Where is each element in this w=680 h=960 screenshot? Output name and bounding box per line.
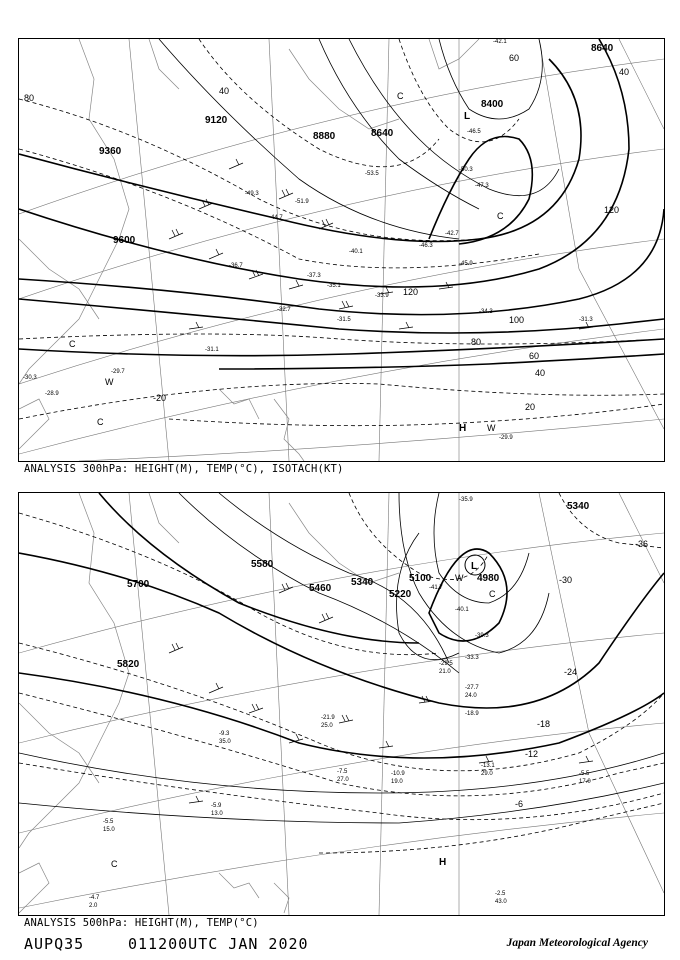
obs-value: -9.3 (219, 731, 230, 737)
obs-value: -2.5 (495, 891, 506, 897)
caption-300hpa: ANALYSIS 300hPa: HEIGHT(M), TEMP(°C), ISOTACH(KT) (24, 463, 344, 475)
low-center: L (471, 561, 478, 572)
isotach-label: 40 (219, 86, 230, 96)
obs-value: -33.9 (375, 293, 389, 299)
low-center: L (464, 111, 471, 122)
obs-value: -18.9 (465, 711, 479, 717)
isotach-label: 60 (529, 351, 540, 361)
chart-code: AUPQ35 (24, 935, 85, 953)
cold-center: C (111, 859, 118, 869)
obs-value: -29.5 (439, 661, 453, 667)
warm-center: W (487, 423, 496, 433)
wind-barbs-500 (169, 583, 593, 803)
obs-value: -51.9 (295, 199, 309, 205)
obs-value: -10.9 (391, 771, 405, 777)
cold-center: C (69, 339, 76, 349)
obs-value: -21.9 (321, 715, 335, 721)
isotherm-label: -30 (559, 575, 573, 585)
obs-value: 27.0 (337, 777, 349, 783)
obs-value: -53.5 (365, 171, 379, 177)
height-label: 9120 (205, 115, 228, 126)
obs-value: 19.0 (391, 779, 403, 785)
map-500hpa (19, 493, 664, 915)
high-center: H (439, 857, 447, 868)
obs-value: -32.7 (277, 307, 291, 313)
obs-value: -50.3 (459, 167, 473, 173)
analysis-time: 011200UTC JAN 2020 (128, 935, 309, 953)
height-label: 4980 (477, 573, 500, 584)
isotherm-label: -12 (525, 749, 539, 759)
height-label: 5220 (389, 589, 412, 600)
height-label: 9600 (113, 235, 136, 246)
isotherm-label: -24 (564, 667, 578, 677)
height-label: 8640 (591, 43, 614, 54)
obs-value: 15.0 (103, 827, 115, 833)
height-label: 5340 (351, 577, 374, 588)
warm-center: W (105, 377, 114, 387)
height-label: 5820 (117, 659, 140, 670)
station-obs-500 (89, 497, 591, 909)
obs-value: -35.1 (327, 283, 341, 289)
obs-value: -33.3 (465, 655, 479, 661)
graticule (19, 39, 664, 461)
obs-value: 17.0 (579, 779, 591, 785)
map-300hpa (19, 39, 664, 461)
obs-value: 2.0 (89, 903, 98, 909)
obs-value: -31.3 (579, 317, 593, 323)
obs-value: -31.1 (205, 347, 219, 353)
chart-300hpa (18, 38, 665, 462)
obs-value: -28.9 (45, 391, 59, 397)
height-label: 5100 (409, 573, 432, 584)
obs-value: -29.9 (499, 435, 513, 441)
height-contours-300-thin (159, 39, 559, 239)
obs-value: -49.3 (245, 191, 259, 197)
height-label: 9360 (99, 146, 122, 157)
isotherm-label: -36 (635, 539, 649, 549)
obs-value: 29.0 (481, 771, 493, 777)
wind-barbs-300 (169, 159, 593, 329)
obs-value: -5.9 (211, 803, 222, 809)
obs-value: 24.0 (465, 693, 477, 699)
coastlines (19, 493, 399, 913)
isotach-label: 120 (604, 205, 620, 215)
obs-value: -31.5 (337, 317, 351, 323)
height-label: 5340 (567, 501, 590, 512)
isotherm-label: -18 (537, 719, 551, 729)
isotach-label: 40 (535, 368, 546, 378)
cold-center: C (497, 211, 504, 221)
obs-value: -35.9 (459, 497, 473, 503)
height-label: 5700 (127, 579, 150, 590)
isotach-label: 80 (471, 337, 482, 347)
high-center: H (459, 423, 467, 434)
obs-value: -40.1 (455, 607, 469, 613)
height-label: 8880 (313, 131, 336, 142)
obs-value: 21.0 (439, 669, 451, 675)
isotach-label: 100 (509, 315, 525, 325)
obs-value: -7.5 (337, 769, 348, 775)
obs-value: 43.0 (495, 899, 507, 905)
cold-center: C (397, 91, 404, 101)
isotach-label: -20 (153, 393, 167, 403)
isotach-label: 60 (509, 53, 520, 63)
isotach-label: 120 (403, 287, 419, 297)
obs-value: -5.5 (103, 819, 114, 825)
obs-value: -44.7 (269, 215, 283, 221)
obs-value: -47.3 (475, 183, 489, 189)
chart-500hpa (18, 492, 665, 916)
obs-value: -42.7 (445, 231, 459, 237)
warm-center: W (455, 573, 464, 583)
height-label: 8400 (481, 99, 504, 110)
obs-value: 25.0 (321, 723, 333, 729)
obs-value: -36.7 (229, 263, 243, 269)
obs-value: -4.7 (89, 895, 100, 901)
obs-value: -30.3 (23, 375, 37, 381)
graticule (19, 493, 664, 915)
obs-value: -27.7 (465, 685, 479, 691)
obs-value: -46.3 (419, 243, 433, 249)
obs-value: 13.0 (211, 811, 223, 817)
isotach-label: 40 (619, 67, 630, 77)
isotherm-label: -6 (515, 799, 524, 809)
obs-value: -42.1 (493, 39, 507, 45)
obs-value: -37.3 (307, 273, 321, 279)
caption-500hpa: ANALYSIS 500hPa: HEIGHT(M), TEMP(°C) (24, 917, 259, 929)
height-label: 5460 (309, 583, 332, 594)
obs-value: 35.0 (219, 739, 231, 745)
obs-value: -34.3 (479, 309, 493, 315)
height-label: 5580 (251, 559, 274, 570)
height-label: 8640 (371, 128, 394, 139)
isotach-label: 80 (24, 93, 35, 103)
obs-value: -13.1 (481, 763, 495, 769)
cold-center: C (97, 417, 104, 427)
obs-value: -41.7 (429, 585, 443, 591)
obs-value: -29.7 (111, 369, 125, 375)
obs-value: -39.3 (475, 633, 489, 639)
obs-value: -40.1 (349, 249, 363, 255)
isotach-label: 20 (525, 402, 536, 412)
obs-value: -45.9 (459, 261, 473, 267)
obs-value: -5.5 (579, 771, 590, 777)
agency-name: Japan Meteorological Agency (506, 937, 648, 949)
cold-center: C (489, 589, 496, 599)
obs-value: -46.5 (467, 129, 481, 135)
